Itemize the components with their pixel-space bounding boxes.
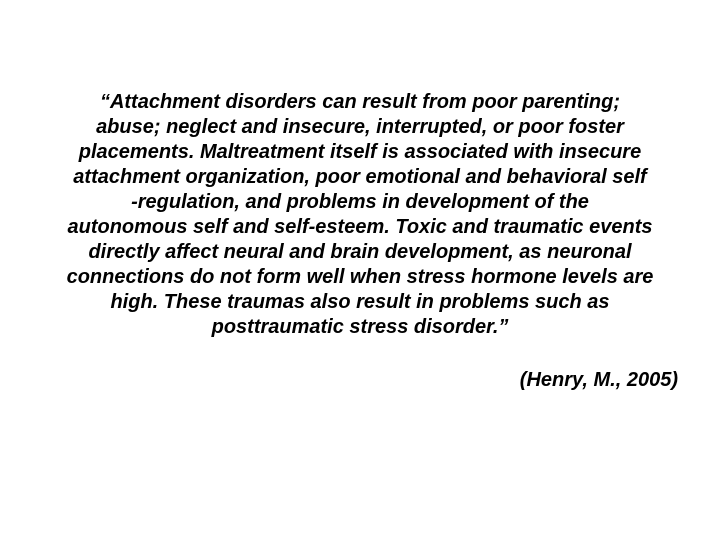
quote-line: -regulation, and problems in development of the: [131, 191, 589, 213]
quote-block: [30, 90, 690, 340]
quote-line: posttraumatic stress disorder.”: [211, 316, 509, 338]
quote-line: attachment organization, poor emotional and behavioral self: [73, 166, 647, 188]
quote-line: abuse; neglect and insecure, interrupted, or poor foster: [96, 116, 624, 138]
quote-line: connections do not form well when stress hormone levels are: [66, 266, 654, 288]
quote-line: directly affect neural and brain development, as neuronal: [88, 241, 632, 263]
quote-line: high. These traumas also result in problems such as: [110, 291, 610, 313]
quote-line: “Attachment disorders can result from poor parenting;: [99, 91, 621, 113]
quote-line: autonomous self and self-esteem. Toxic and traumatic events: [67, 216, 653, 238]
quote-line: placements. Maltreatment itself is associated with insecure: [78, 141, 642, 163]
citation: (Henry, M., 2005): [519, 369, 678, 391]
